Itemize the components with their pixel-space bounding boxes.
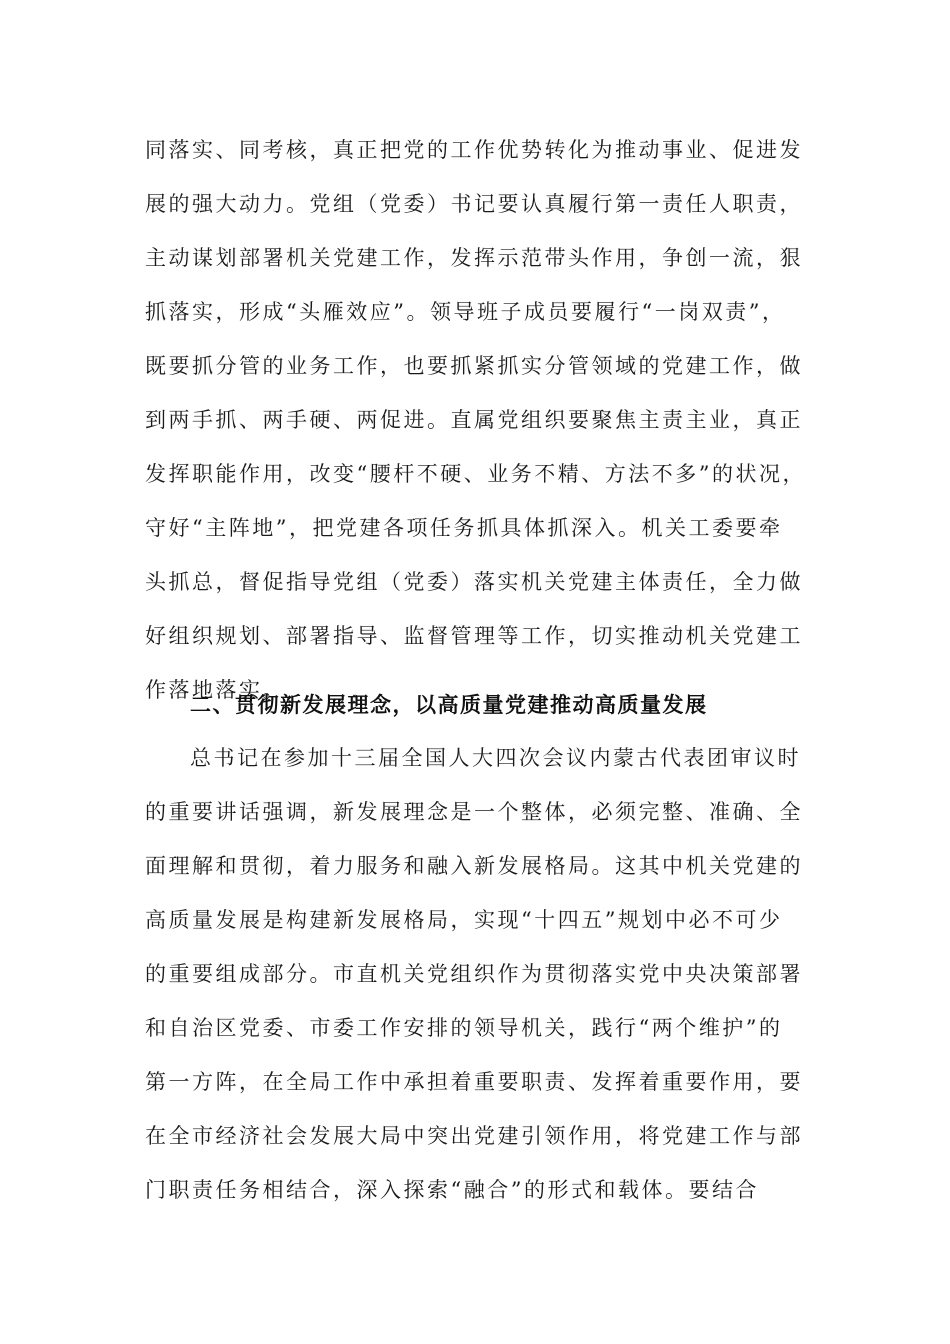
text-line: 第一方阵，在全局工作中承担着重要职责、发挥着重要作用，要: [145, 1070, 803, 1094]
text-line: 主动谋划部署机关党建工作，发挥示范带头作用，争创一流，狠: [145, 246, 803, 270]
text-line: 到两手抓、两手硬、两促进。直属党组织要聚焦主责主业，真正: [145, 408, 803, 432]
text-line: 高质量发展是构建新发展格局，实现“十四五”规划中必不可少: [145, 908, 783, 932]
text-line: 的重要组成部分。市直机关党组织作为贯彻落实党中央决策部署: [145, 962, 803, 986]
section-heading: 二、贯彻新发展理念，以高质量党建推动高质量发展: [190, 693, 708, 717]
text-line: 抓落实，形成“头雁效应”。领导班子成员要履行“一岗双责”，: [145, 300, 786, 324]
text-line: 和自治区党委、市委工作安排的领导机关，践行“两个维护”的: [145, 1016, 783, 1040]
text-line: 总书记在参加十三届全国人大四次会议内蒙古代表团审议时: [190, 746, 801, 770]
text-line: 守好“主阵地”，把党建各项任务抓具体抓深入。机关工委要牵: [145, 516, 783, 540]
text-line: 头抓总，督促指导党组（党委）落实机关党建主体责任，全力做: [145, 570, 803, 594]
text-line: 展的强大动力。党组（党委）书记要认真履行第一责任人职责，: [145, 192, 803, 216]
text-line: 门职责任务相结合，深入探索“融合”的形式和载体。要结合: [145, 1178, 759, 1202]
text-line: 好组织规划、部署指导、监督管理等工作，切实推动机关党建工: [145, 624, 803, 648]
text-line: 作落地落实。: [145, 678, 286, 702]
text-line: 既要抓分管的业务工作，也要抓紧抓实分管领域的党建工作，做: [145, 354, 803, 378]
text-line: 发挥职能作用，改变“腰杆不硬、业务不精、方法不多”的状况，: [145, 462, 806, 486]
text-line: 同落实、同考核，真正把党的工作优势转化为推动事业、促进发: [145, 138, 803, 162]
text-line: 在全市经济社会发展大局中突出党建引领作用，将党建工作与部: [145, 1124, 803, 1148]
text-line: 的重要讲话强调，新发展理念是一个整体，必须完整、准确、全: [145, 800, 803, 824]
text-line: 面理解和贯彻，着力服务和融入新发展格局。这其中机关党建的: [145, 854, 803, 878]
